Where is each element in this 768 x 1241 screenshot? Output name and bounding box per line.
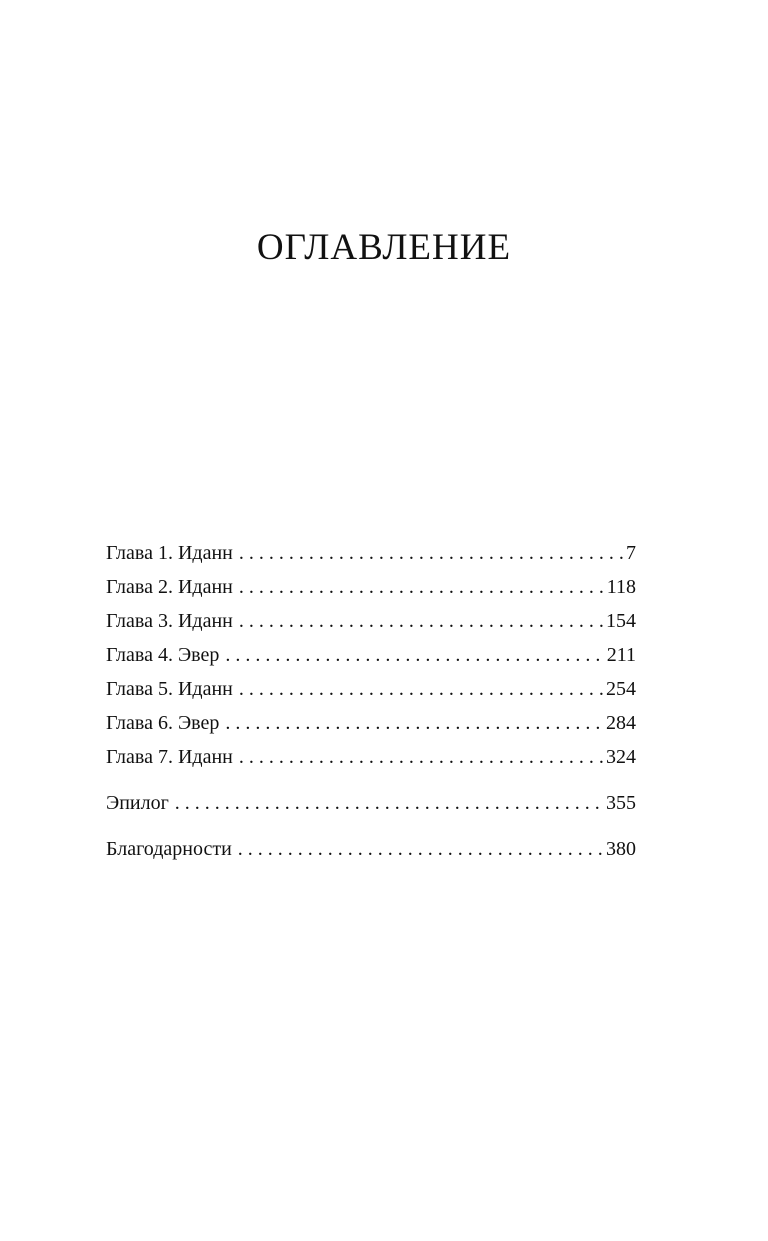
toc-entry-label: Глава 7. Иданн xyxy=(106,746,233,768)
toc-leader-dots xyxy=(239,570,605,604)
toc-entry-page: 284 xyxy=(606,712,636,734)
toc-entry-chapter-5[interactable] xyxy=(106,672,636,706)
toc-entry-label: Глава 1. Иданн xyxy=(106,542,233,564)
toc-leader-dots xyxy=(238,832,604,866)
toc-entry-page: 380 xyxy=(606,838,636,860)
toc-entry-page: 324 xyxy=(606,746,636,768)
toc-entry-label: Глава 4. Эвер xyxy=(106,644,220,666)
toc-leader-dots xyxy=(175,786,604,820)
toc-entry-page: 355 xyxy=(606,792,636,814)
toc-entry-label: Глава 2. Иданн xyxy=(106,576,233,598)
toc-entry-label: Эпилог xyxy=(106,792,169,814)
toc-leader-dots xyxy=(225,638,604,672)
toc-entry-chapter-1[interactable] xyxy=(106,536,636,570)
toc-entry-chapter-4[interactable] xyxy=(106,638,636,672)
toc-entry-chapter-3[interactable] xyxy=(106,604,636,638)
toc-entry-chapter-7[interactable] xyxy=(106,740,636,774)
toc-entry-page: 154 xyxy=(606,610,636,632)
page-title: ОГЛАВЛЕНИЕ xyxy=(256,227,512,268)
toc-entry-page: 254 xyxy=(606,678,636,700)
toc-entry-label: Глава 6. Эвер xyxy=(106,712,220,734)
toc-entry-label: Глава 3. Иданн xyxy=(106,610,233,632)
toc-leader-dots xyxy=(239,740,604,774)
toc-leader-dots xyxy=(225,706,604,740)
toc-entry-page: 211 xyxy=(606,644,636,666)
toc-entry-acknowledgements[interactable] xyxy=(106,832,636,866)
toc-leader-dots xyxy=(239,604,604,638)
toc-entry-label: Глава 5. Иданн xyxy=(106,678,233,700)
table-of-contents xyxy=(106,536,636,866)
toc-leader-dots xyxy=(239,672,604,706)
toc-entry-page: 118 xyxy=(606,576,636,598)
toc-entry-chapter-6[interactable] xyxy=(106,706,636,740)
toc-entry-label: Благодарности xyxy=(106,838,232,860)
toc-leader-dots xyxy=(239,536,624,570)
toc-entry-chapter-2[interactable] xyxy=(106,570,636,604)
toc-entry-epilogue[interactable] xyxy=(106,786,636,820)
toc-entry-page: 7 xyxy=(626,542,636,564)
